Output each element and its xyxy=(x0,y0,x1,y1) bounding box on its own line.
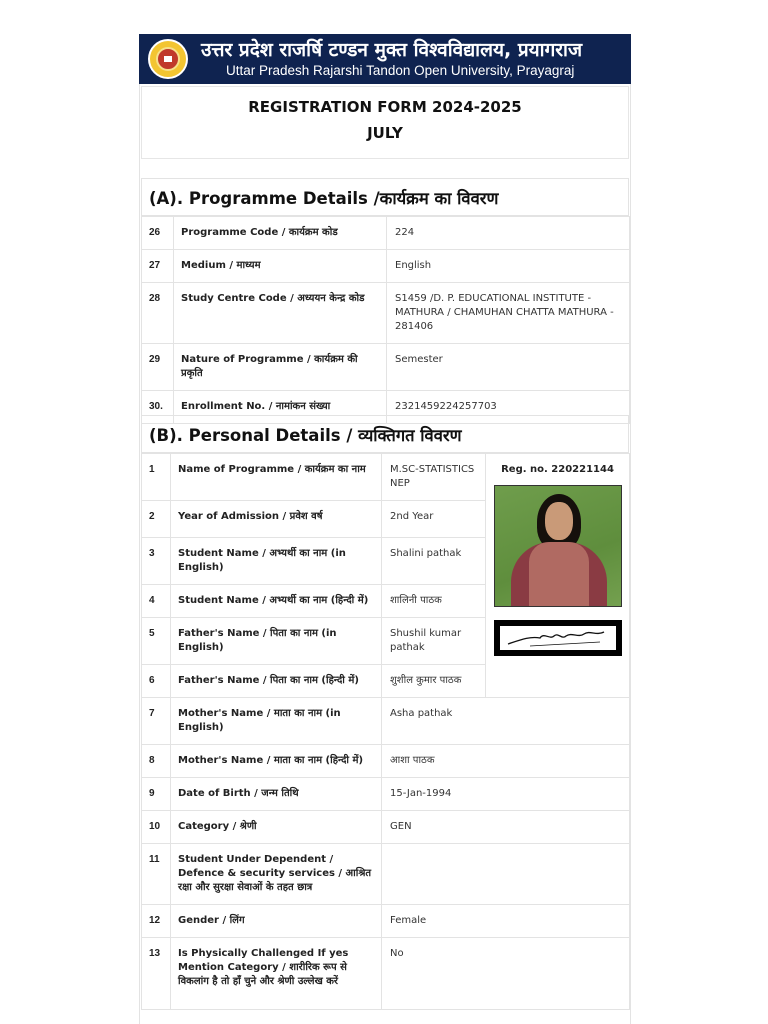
enrollment-value: 2321459224257703 xyxy=(387,391,630,424)
table-row xyxy=(142,844,630,905)
category-label: Category / श्रेणी xyxy=(171,811,382,844)
programme-name-label: Name of Programme / कार्यक्रम का नाम xyxy=(171,454,382,501)
father-name-english-label: Father's Name / पिता का नाम (in English) xyxy=(171,618,382,665)
row-number: 4 xyxy=(142,585,171,618)
row-number: 3 xyxy=(142,538,171,585)
row-number: 8 xyxy=(142,745,171,778)
form-session: JULY xyxy=(367,124,403,142)
personal-details-table xyxy=(141,453,630,1010)
physically-challenged-label: Is Physically Challenged If yes Mention Category / शारीरिक रूप से विकलांग है तो हाँ चुने और श्रेणी उल्लेख करें xyxy=(171,938,382,1010)
registration-number: Reg. no. 220221144 xyxy=(501,464,614,475)
table-row xyxy=(142,454,630,501)
mother-name-hindi-label: Mother's Name / माता का नाम (हिन्दी में) xyxy=(171,745,382,778)
date-of-birth-value: 15-Jan-1994 xyxy=(382,778,630,811)
programme-name-value: M.SC-STATISTICS NEP xyxy=(382,454,486,501)
mother-name-english-value: Asha pathak xyxy=(382,698,630,745)
dependent-defence-label: Student Under Dependent / Defence & security services / आश्रित रक्षा और सुरक्षा सेवाओं के तहत छात्र xyxy=(171,844,382,905)
mother-name-hindi-value: आशा पाठक xyxy=(382,745,630,778)
row-number: 11 xyxy=(142,844,171,905)
study-centre-label: Study Centre Code / अध्ययन केन्द्र कोड xyxy=(174,283,387,344)
photo-signature-cell xyxy=(486,454,630,698)
table-row xyxy=(142,283,630,344)
row-number: 5 xyxy=(142,618,171,665)
table-row xyxy=(142,250,630,283)
student-signature xyxy=(494,620,622,656)
row-number: 2 xyxy=(142,501,171,538)
table-row xyxy=(142,698,630,745)
form-title: REGISTRATION FORM 2024-2025 xyxy=(248,98,522,116)
row-number: 12 xyxy=(142,905,171,938)
row-number: 28 xyxy=(142,283,174,344)
table-row xyxy=(142,778,630,811)
row-number: 29 xyxy=(142,344,174,391)
row-number: 26 xyxy=(142,217,174,250)
registration-form xyxy=(139,34,631,1024)
table-row xyxy=(142,811,630,844)
row-number: 7 xyxy=(142,698,171,745)
medium-label: Medium / माध्यम xyxy=(174,250,387,283)
row-number: 6 xyxy=(142,665,171,698)
table-row xyxy=(142,217,630,250)
admission-year-value: 2nd Year xyxy=(382,501,486,538)
student-name-hindi-label: Student Name / अभ्यर्थी का नाम (हिन्दी में) xyxy=(171,585,382,618)
row-number: 1 xyxy=(142,454,171,501)
gender-label: Gender / लिंग xyxy=(171,905,382,938)
row-number: 9 xyxy=(142,778,171,811)
table-row xyxy=(142,344,630,391)
dependent-defence-value xyxy=(382,844,630,905)
row-number: 27 xyxy=(142,250,174,283)
university-name-hindi: उत्तर प्रदेश राजर्षि टण्डन मुक्त विश्वविद्यालय, प्रयागराज xyxy=(201,39,583,61)
row-number: 10 xyxy=(142,811,171,844)
programme-nature-value: Semester xyxy=(387,344,630,391)
mother-name-english-label: Mother's Name / माता का नाम (in English) xyxy=(171,698,382,745)
table-row xyxy=(142,745,630,778)
form-title-box xyxy=(141,86,629,159)
table-row xyxy=(142,905,630,938)
student-photo xyxy=(494,485,622,607)
personal-details-heading: (B). Personal Details / व्यक्तिगत विवरण xyxy=(141,415,629,453)
programme-details-heading: (A). Programme Details /कार्यक्रम का विवरण xyxy=(141,178,629,216)
table-row xyxy=(142,938,630,1010)
row-number: 30. xyxy=(142,391,174,424)
row-number: 13 xyxy=(142,938,171,1010)
category-value: GEN xyxy=(382,811,630,844)
enrollment-label: Enrollment No. / नामांकन संख्या xyxy=(174,391,387,424)
study-centre-value: S1459 /D. P. EDUCATIONAL INSTITUTE - MATHURA / CHAMUHAN CHATTA MATHURA - 281406 xyxy=(387,283,630,344)
medium-value: English xyxy=(387,250,630,283)
programme-nature-label: Nature of Programme / कार्यक्रम की प्रकृति xyxy=(174,344,387,391)
student-name-english-label: Student Name / अभ्यर्थी का नाम (in English) xyxy=(171,538,382,585)
date-of-birth-label: Date of Birth / जन्म तिथि xyxy=(171,778,382,811)
gender-value: Female xyxy=(382,905,630,938)
student-name-english-value: Shalini pathak xyxy=(382,538,486,585)
admission-year-label: Year of Admission / प्रवेश वर्ष xyxy=(171,501,382,538)
university-banner xyxy=(139,34,631,84)
programme-code-value: 224 xyxy=(387,217,630,250)
university-logo-icon xyxy=(148,39,188,79)
programme-code-label: Programme Code / कार्यक्रम कोड xyxy=(174,217,387,250)
programme-details-table xyxy=(141,216,630,424)
father-name-english-value: Shushil kumar pathak xyxy=(382,618,486,665)
physically-challenged-value: No xyxy=(382,938,630,1010)
father-name-hindi-value: शुशील कुमार पाठक xyxy=(382,665,486,698)
university-name-english: Uttar Pradesh Rajarshi Tandon Open University, Prayagraj xyxy=(226,63,575,78)
father-name-hindi-label: Father's Name / पिता का नाम (हिन्दी में) xyxy=(171,665,382,698)
student-name-hindi-value: शालिनी पाठक xyxy=(382,585,486,618)
